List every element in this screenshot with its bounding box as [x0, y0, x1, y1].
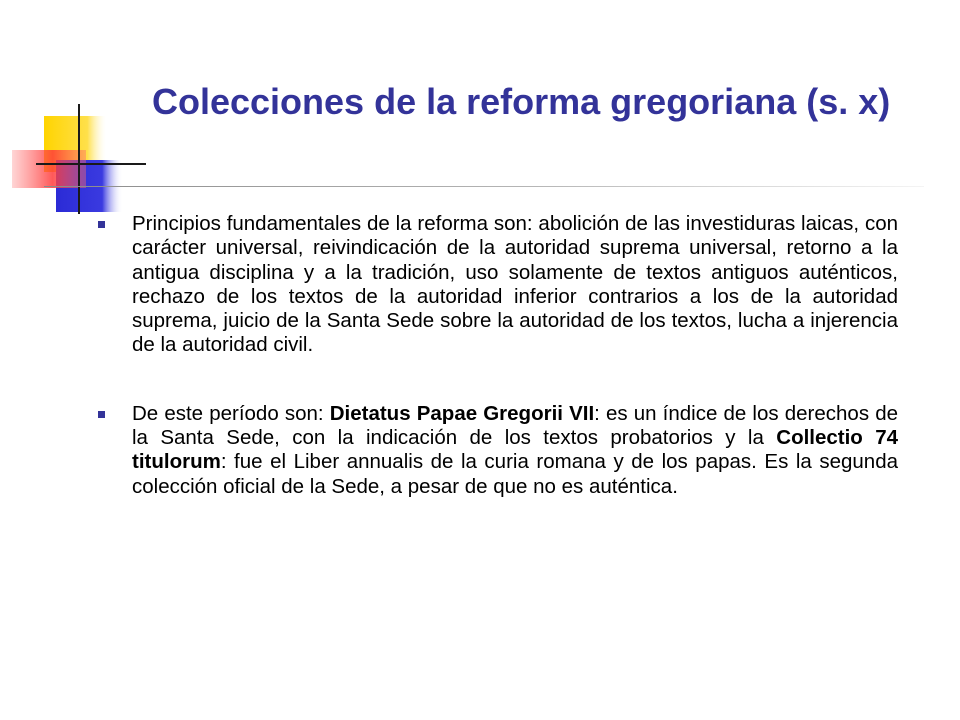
text-segment: Principios fundamentales de la reforma son: abolición de las investiduras laicas, con carácter universal, reivindicación de la autoridad suprema universal, retorno a la antigua disciplina y a la tradición, uso solamente de textos antiguos auténticos, rechazo de los textos de la autoridad inferior contrarios a los de la autoridad suprema, juicio de la Santa Sede sobre la autoridad de los textos, lucha a injerencia de la autoridad civil.	[132, 212, 898, 357]
bullet-text	[132, 402, 898, 498]
slide-title: Colecciones de la reforma gregoriana (s. x)	[152, 81, 891, 122]
bullet-list	[98, 212, 898, 543]
text-segment: : es un índice de los derechos de la Santa Sede, con la indicación de los textos probatorios y la	[132, 401, 899, 450]
square-bullet-icon	[98, 411, 105, 418]
text-segment: : fue el Liber annualis de la curia romana y de los papas. Es la segunda colección oficial de la Sede, a pesar de que no es auténtica.	[132, 450, 898, 498]
bold-term: Dietatus Papae Gregorii VII	[329, 401, 595, 425]
text-segment: De este período son:	[132, 401, 330, 425]
horizontal-line-shape	[36, 163, 146, 165]
bullet-text	[132, 212, 898, 356]
bullet-item	[98, 402, 898, 499]
vertical-line-shape	[78, 104, 80, 214]
bullet-item	[98, 212, 898, 358]
red-square-shape	[12, 150, 86, 188]
bold-term: Collectio 74 titulorum	[132, 426, 899, 474]
square-bullet-icon	[98, 221, 105, 228]
title-divider	[44, 186, 924, 187]
